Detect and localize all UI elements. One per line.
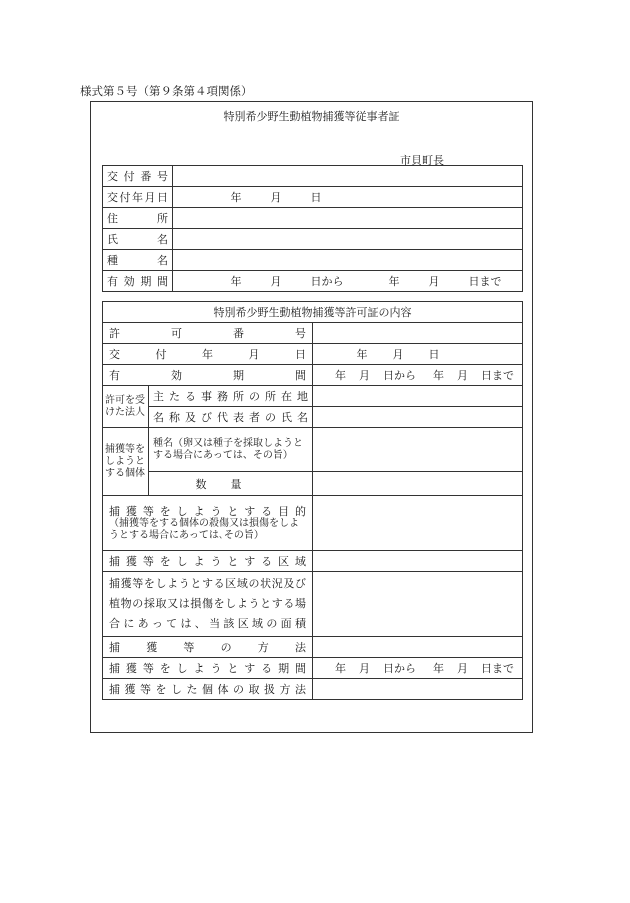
table-row: [103, 679, 523, 700]
issue-number-label: 交付番号: [103, 166, 173, 187]
table-row: [103, 208, 523, 229]
address-value[interactable]: [173, 208, 523, 229]
name-label: 氏 名: [103, 229, 173, 250]
method-label: 捕獲等の方法: [103, 637, 313, 658]
date-month: 月: [270, 191, 282, 204]
corporation-name-value[interactable]: [313, 407, 523, 428]
area-status-label: [103, 572, 313, 637]
corporation-name-label: 名称及び代表者の氏名: [149, 407, 313, 428]
from-month: 月: [270, 275, 282, 288]
area-status-line-2: 植物の採取又は損傷をしようとする場: [109, 597, 306, 610]
to-month: 月: [428, 275, 440, 288]
to-month: 月: [457, 369, 468, 382]
capture-period-value[interactable]: [313, 658, 523, 679]
corporation-office-value[interactable]: [313, 386, 523, 407]
name-value[interactable]: [173, 229, 523, 250]
method-value[interactable]: [313, 637, 523, 658]
valid-period-label: 有効期間: [103, 271, 173, 292]
table-row: [103, 428, 523, 472]
table-row: [103, 166, 523, 187]
permit-issue-date-value[interactable]: [313, 344, 523, 365]
quantity-value[interactable]: [313, 472, 523, 496]
individual-group-label: 捕獲等をしようとする個体: [103, 428, 149, 496]
permit-valid-period-value[interactable]: [313, 365, 523, 386]
to-day: 日まで: [468, 275, 502, 288]
issuer-name: 市貝町長: [400, 154, 444, 167]
address-label: 住 所: [103, 208, 173, 229]
permit-section-title: 特別希少野生動植物捕獲等許可証の内容: [103, 302, 523, 323]
permit-valid-period-label: 有効期間: [103, 365, 313, 386]
from-day: 日から: [383, 369, 416, 382]
date-year: 年: [356, 348, 368, 361]
issue-date-value[interactable]: [173, 187, 523, 208]
table-row: [103, 658, 523, 679]
table-row: [103, 637, 523, 658]
table-row: [103, 187, 523, 208]
corporation-group-label: 許可を受けた法人: [103, 386, 149, 428]
permit-table: [102, 301, 523, 700]
from-day: 日から: [310, 275, 344, 288]
table-row: [103, 496, 523, 551]
from-day: 日から: [383, 662, 416, 675]
species-name-value[interactable]: [313, 428, 523, 472]
certificate-title: 特別希少野生動植物捕獲等従事者証: [223, 110, 400, 123]
from-year: 年: [230, 275, 242, 288]
form-number-label: 様式第５号（第９条第４項関係）: [80, 84, 253, 98]
permit-issue-date-label: 交付年月日: [103, 344, 313, 365]
species-value[interactable]: [173, 250, 523, 271]
table-row: [103, 302, 523, 323]
table-row: [103, 572, 523, 637]
table-row: [103, 365, 523, 386]
species-name-label: 種名（卵又は種子を採取しようとする場合にあっては、その旨）: [149, 428, 313, 472]
date-month: 月: [392, 348, 404, 361]
capture-period-label: 捕獲等をしようとする期間: [103, 658, 313, 679]
table-row: [103, 344, 523, 365]
area-label: 捕獲等をしようとする区域: [103, 551, 313, 572]
date-day: 日: [310, 191, 322, 204]
table-row: [103, 407, 523, 428]
purpose-main: 捕獲等をしようとする目的: [109, 504, 306, 518]
permit-number-label: 許可番号: [103, 323, 313, 344]
table-row: [103, 472, 523, 496]
from-month: 月: [359, 662, 370, 675]
valid-period-value[interactable]: [173, 271, 523, 292]
handling-value[interactable]: [313, 679, 523, 700]
to-year: 年: [433, 662, 444, 675]
to-year: 年: [388, 275, 400, 288]
purpose-note: （捕獲等をする個体の殺傷又は損傷をしようとする場合にあっては､その旨）: [109, 517, 299, 541]
to-year: 年: [433, 369, 444, 382]
table-row: [103, 250, 523, 271]
area-status-value[interactable]: [313, 572, 523, 637]
quantity-label: 数量: [149, 472, 313, 496]
area-status-line-1: 捕獲等をしようとする区域の状況及び: [109, 577, 306, 590]
date-year: 年: [230, 191, 242, 204]
to-day: 日まで: [481, 369, 514, 382]
table-row: [103, 229, 523, 250]
table-row: [103, 271, 523, 292]
from-year: 年: [335, 369, 346, 382]
certificate-table: [102, 165, 523, 292]
issue-date-label: 交付年月日: [103, 187, 173, 208]
table-row: [103, 551, 523, 572]
to-day: 日まで: [481, 662, 514, 675]
from-year: 年: [335, 662, 346, 675]
area-value[interactable]: [313, 551, 523, 572]
from-month: 月: [359, 369, 370, 382]
permit-number-value[interactable]: [313, 323, 523, 344]
purpose-value[interactable]: [313, 496, 523, 551]
species-label: 種 名: [103, 250, 173, 271]
area-status-line-3: 合にあっては、当該区域の面積: [109, 617, 306, 630]
table-row: [103, 386, 523, 407]
to-month: 月: [457, 662, 468, 675]
purpose-label: [103, 496, 313, 551]
handling-label: 捕獲等をした個体の取扱方法: [103, 679, 313, 700]
corporation-office-label: 主たる事務所の所在地: [149, 386, 313, 407]
date-day: 日: [428, 348, 440, 361]
issue-number-value[interactable]: [173, 166, 523, 187]
table-row: [103, 323, 523, 344]
